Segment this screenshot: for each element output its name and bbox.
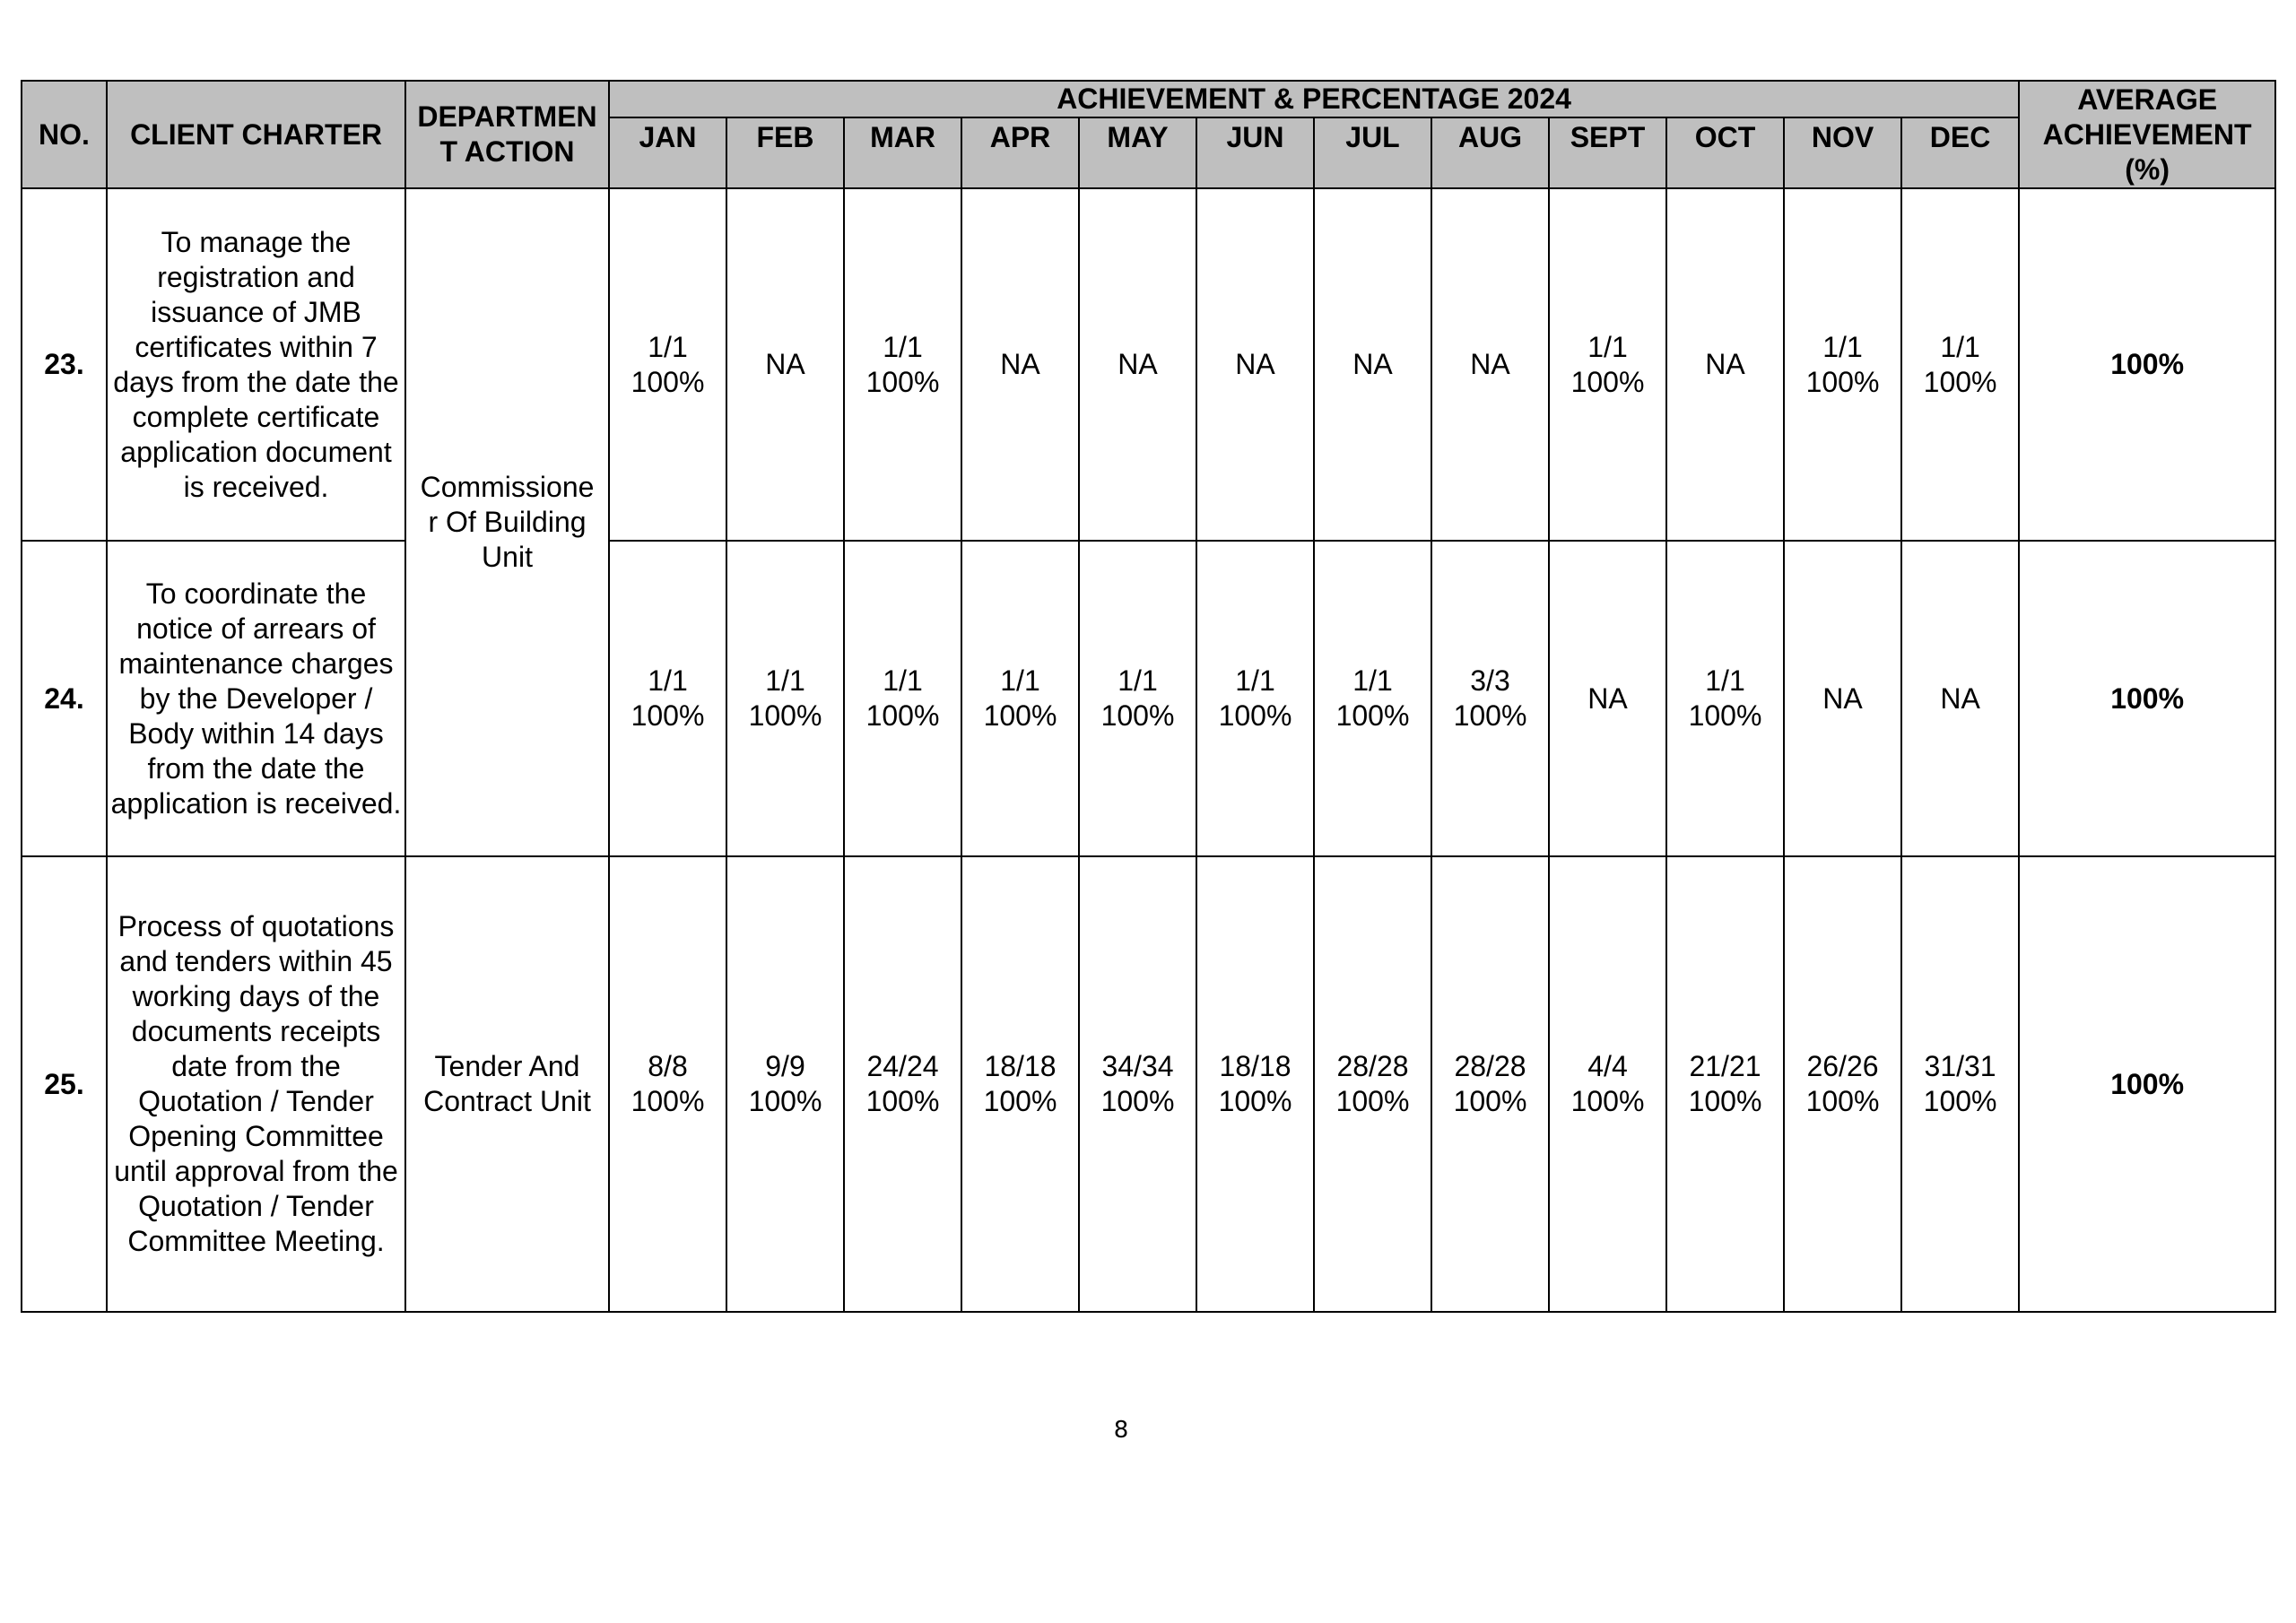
month-value-jun bbox=[1196, 188, 1314, 541]
month-percentage: 100% bbox=[1570, 365, 1645, 398]
month-count: NA bbox=[1352, 348, 1393, 380]
month-value-jun bbox=[1196, 856, 1314, 1312]
header-month-jul: JUL bbox=[1314, 117, 1431, 188]
header-month-oct: OCT bbox=[1666, 117, 1784, 188]
month-count: 26/26 bbox=[1806, 1050, 1879, 1082]
client-charter-table bbox=[21, 80, 2276, 1313]
average-achievement: 100% bbox=[2019, 541, 2275, 856]
month-value-aug bbox=[1431, 856, 1549, 1312]
month-count: 1/1 bbox=[1235, 664, 1275, 697]
month-percentage: 100% bbox=[1100, 699, 1175, 732]
month-value-jan bbox=[609, 188, 726, 541]
month-value-aug bbox=[1431, 188, 1549, 541]
month-percentage: 100% bbox=[1453, 699, 1527, 732]
month-value-mar bbox=[844, 856, 961, 1312]
table-body bbox=[22, 188, 2275, 1312]
month-value-feb bbox=[726, 188, 844, 541]
month-value-apr bbox=[961, 856, 1079, 1312]
month-value-jul bbox=[1314, 541, 1431, 856]
month-percentage: 100% bbox=[1805, 1085, 1880, 1117]
client-charter-text: Process of quotations and tenders within 45 working days of the documents receipts date from the Quotation / Tender Opening Committee until approval from the Quotation / Tender Committee Meeting. bbox=[107, 856, 405, 1312]
month-value-sept bbox=[1549, 856, 1666, 1312]
month-count: 28/28 bbox=[1336, 1050, 1409, 1082]
month-count: NA bbox=[1587, 681, 1628, 715]
month-value-jul bbox=[1314, 856, 1431, 1312]
table-header bbox=[22, 81, 2275, 188]
header-client-charter: CLIENT CHARTER bbox=[107, 81, 405, 188]
month-count: 18/18 bbox=[1219, 1050, 1292, 1082]
department-action-cell bbox=[405, 188, 609, 856]
month-value-may bbox=[1079, 188, 1196, 541]
month-count: NA bbox=[1470, 348, 1510, 380]
month-count: NA bbox=[1118, 348, 1158, 380]
month-percentage: 100% bbox=[1335, 699, 1410, 732]
month-value-jun bbox=[1196, 541, 1314, 856]
month-count: 1/1 bbox=[765, 664, 805, 697]
month-value-sept bbox=[1549, 541, 1666, 856]
month-value-aug bbox=[1431, 541, 1549, 856]
header-month-mar: MAR bbox=[844, 117, 961, 188]
row-number: 23. bbox=[22, 188, 107, 541]
month-count: 34/34 bbox=[1101, 1050, 1174, 1082]
month-count: NA bbox=[1000, 348, 1040, 380]
month-count: 1/1 bbox=[883, 330, 923, 363]
month-percentage: 100% bbox=[1923, 365, 1997, 398]
header-month-may: MAY bbox=[1079, 117, 1196, 188]
month-value-jan bbox=[609, 541, 726, 856]
month-count: 1/1 bbox=[648, 330, 688, 363]
month-value-dec bbox=[1901, 188, 2019, 541]
month-count: 1/1 bbox=[1118, 664, 1158, 697]
month-percentage: 100% bbox=[983, 1085, 1057, 1117]
table-row bbox=[22, 856, 2275, 1312]
month-value-oct bbox=[1666, 541, 1784, 856]
department-action-text: Tender And Contract Unit bbox=[423, 1050, 591, 1117]
month-count: 1/1 bbox=[1822, 330, 1863, 363]
header-month-aug: AUG bbox=[1431, 117, 1549, 188]
month-count: 3/3 bbox=[1470, 664, 1510, 697]
header-no: NO. bbox=[22, 81, 107, 188]
month-count: 1/1 bbox=[648, 664, 688, 697]
month-percentage: 100% bbox=[631, 365, 705, 398]
month-value-may bbox=[1079, 856, 1196, 1312]
header-month-dec: DEC bbox=[1901, 117, 2019, 188]
month-percentage: 100% bbox=[1218, 1085, 1292, 1117]
month-value-nov bbox=[1784, 188, 1901, 541]
month-percentage: 100% bbox=[1100, 1085, 1175, 1117]
month-count: NA bbox=[1705, 348, 1745, 380]
month-value-feb bbox=[726, 856, 844, 1312]
month-percentage: 100% bbox=[1688, 699, 1762, 732]
header-achievement-group: ACHIEVEMENT & PERCENTAGE 2024 bbox=[609, 81, 2019, 117]
month-count: 28/28 bbox=[1454, 1050, 1526, 1082]
month-count: 1/1 bbox=[1352, 664, 1393, 697]
month-percentage: 100% bbox=[748, 699, 822, 732]
header-month-jun: JUN bbox=[1196, 117, 1314, 188]
month-value-sept bbox=[1549, 188, 1666, 541]
average-achievement: 100% bbox=[2019, 856, 2275, 1312]
month-count: 1/1 bbox=[1000, 664, 1040, 697]
month-percentage: 100% bbox=[1453, 1085, 1527, 1117]
header-average-achievement: AVERAGE ACHIEVEMENT (%) bbox=[2019, 81, 2275, 188]
month-value-apr bbox=[961, 541, 1079, 856]
month-value-oct bbox=[1666, 188, 1784, 541]
month-percentage: 100% bbox=[983, 699, 1057, 732]
month-count: NA bbox=[1235, 348, 1275, 380]
row-number: 24. bbox=[22, 541, 107, 856]
month-value-may bbox=[1079, 541, 1196, 856]
month-count: 9/9 bbox=[765, 1050, 805, 1082]
month-percentage: 100% bbox=[865, 365, 940, 398]
month-count: 1/1 bbox=[883, 664, 923, 697]
month-value-mar bbox=[844, 188, 961, 541]
month-value-jul bbox=[1314, 188, 1431, 541]
month-count: 1/1 bbox=[1940, 330, 1980, 363]
month-percentage: 100% bbox=[1688, 1085, 1762, 1117]
department-action-cell bbox=[405, 856, 609, 1312]
month-value-jan bbox=[609, 856, 726, 1312]
average-achievement: 100% bbox=[2019, 188, 2275, 541]
month-value-apr bbox=[961, 188, 1079, 541]
header-month-jan: JAN bbox=[609, 117, 726, 188]
header-month-sept: SEPT bbox=[1549, 117, 1666, 188]
month-count: 31/31 bbox=[1924, 1050, 1996, 1082]
month-value-dec bbox=[1901, 856, 2019, 1312]
page-number: 8 bbox=[1113, 1417, 1129, 1444]
month-percentage: 100% bbox=[1805, 365, 1880, 398]
month-count: 18/18 bbox=[984, 1050, 1057, 1082]
month-value-feb bbox=[726, 541, 844, 856]
header-department-action bbox=[405, 81, 609, 188]
month-percentage: 100% bbox=[865, 1085, 940, 1117]
row-number: 25. bbox=[22, 856, 107, 1312]
header-month-nov: NOV bbox=[1784, 117, 1901, 188]
header-month-feb: FEB bbox=[726, 117, 844, 188]
month-percentage: 100% bbox=[631, 699, 705, 732]
table-row bbox=[22, 541, 2275, 856]
month-count: 1/1 bbox=[1705, 664, 1745, 697]
month-value-nov bbox=[1784, 856, 1901, 1312]
month-value-dec bbox=[1901, 541, 2019, 856]
header-department-action-text: DEPARTMENT ACTION bbox=[417, 100, 597, 168]
month-count: 8/8 bbox=[648, 1050, 688, 1082]
client-charter-text: To coordinate the notice of arrears of maintenance charges by the Developer / Body within 14 days from the date the application is received. bbox=[107, 541, 405, 856]
month-value-mar bbox=[844, 541, 961, 856]
month-count: NA bbox=[1822, 681, 1863, 715]
month-percentage: 100% bbox=[865, 699, 940, 732]
month-count: NA bbox=[1940, 681, 1980, 715]
month-count: 4/4 bbox=[1587, 1050, 1628, 1082]
table-row bbox=[22, 188, 2275, 541]
month-count: 1/1 bbox=[1587, 330, 1628, 363]
month-percentage: 100% bbox=[1335, 1085, 1410, 1117]
month-percentage: 100% bbox=[1923, 1085, 1997, 1117]
month-value-oct bbox=[1666, 856, 1784, 1312]
department-action-text: Commissioner Of Building Unit bbox=[420, 471, 595, 573]
month-count: 21/21 bbox=[1689, 1050, 1761, 1082]
client-charter-text: To manage the registration and issuance of JMB certificates within 7 days from the date the complete certificate application document is received. bbox=[107, 188, 405, 541]
month-count: 24/24 bbox=[866, 1050, 939, 1082]
month-percentage: 100% bbox=[631, 1085, 705, 1117]
month-percentage: 100% bbox=[1218, 699, 1292, 732]
month-count: NA bbox=[765, 348, 805, 380]
header-month-apr: APR bbox=[961, 117, 1079, 188]
month-percentage: 100% bbox=[1570, 1085, 1645, 1117]
month-percentage: 100% bbox=[748, 1085, 822, 1117]
month-value-nov bbox=[1784, 541, 1901, 856]
